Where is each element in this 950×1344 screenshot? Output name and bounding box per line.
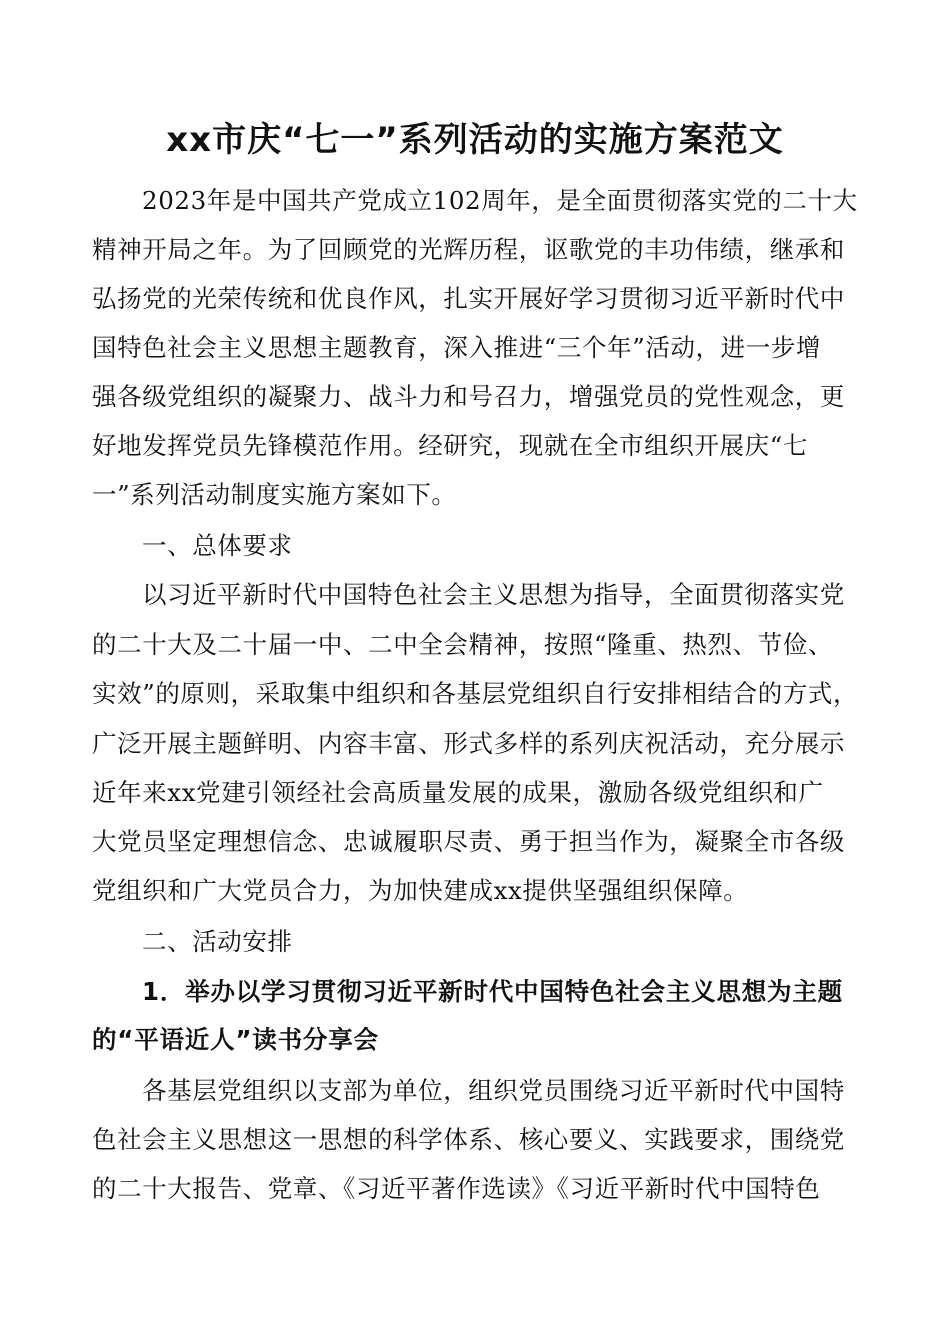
paragraph-line: 的二十大报告、党章、《习近平著作选读》《习近平新时代中国特色	[92, 1174, 821, 1203]
paragraph-line: 各基层党组织以支部为单位，组织党员围绕习近平新时代中国特	[142, 1076, 845, 1105]
paragraph-line: 精神开局之年。为了回顾党的光辉历程，讴歌党的丰功伟绩，继承和	[92, 235, 845, 264]
paragraph-line: 一”系列活动制度实施方案如下。	[92, 480, 457, 509]
subsection-heading: 1．举办以学习贯彻习近平新时代中国特色社会主义思想为主题	[142, 977, 843, 1006]
paragraph-line: 弘扬党的光荣传统和优良作风，扎实开展好学习贯彻习近平新时代中	[92, 284, 845, 313]
paragraph-line: 色社会主义思想这一思想的科学体系、核心要义、实践要求，围绕党	[92, 1125, 845, 1154]
paragraph-line: 以习近平新时代中国特色社会主义思想为指导，全面贯彻落实党	[142, 580, 845, 609]
paragraph-line: 2023年是中国共产党成立102周年，是全面贯彻落实党的二十大	[142, 186, 858, 215]
paragraph-line: 好地发挥党员先锋模范作用。经研究，现就在全市组织开展庆“七	[92, 431, 808, 460]
paragraph-line: 强各级党组织的凝聚力、战斗力和号召力，增强党员的党性观念，更	[92, 382, 845, 411]
document-title: xx市庆“七一”系列活动的实施方案范文	[166, 120, 784, 160]
paragraph-line: 的二十大及二十届一中、二中全会精神，按照“隆重、热烈、节俭、	[92, 630, 834, 659]
section-heading: 二、活动安排	[142, 927, 293, 956]
paragraph-line: 近年来xx党建引领经社会高质量发展的成果，激励各级党组织和广	[92, 778, 824, 807]
paragraph-line: 广泛开展主题鲜明、内容丰富、形式多样的系列庆祝活动，充分展示	[92, 729, 845, 758]
paragraph-line: 国特色社会主义思想主题教育，深入推进“三个年”活动，进一步增	[92, 333, 822, 362]
paragraph-line: 党组织和广大党员合力，为加快建成xx提供坚强组织保障。	[92, 876, 749, 905]
section-heading: 一、总体要求	[142, 531, 293, 560]
subsection-heading: 的“平语近人”读书分享会	[92, 1025, 379, 1054]
paragraph-line: 实效”的原则，采取集中组织和各基层党组织自行安排相结合的方式，	[92, 679, 859, 708]
paragraph-line: 大党员坚定理想信念、忠诚履职尽责、勇于担当作为，凝聚全市各级	[92, 827, 845, 856]
